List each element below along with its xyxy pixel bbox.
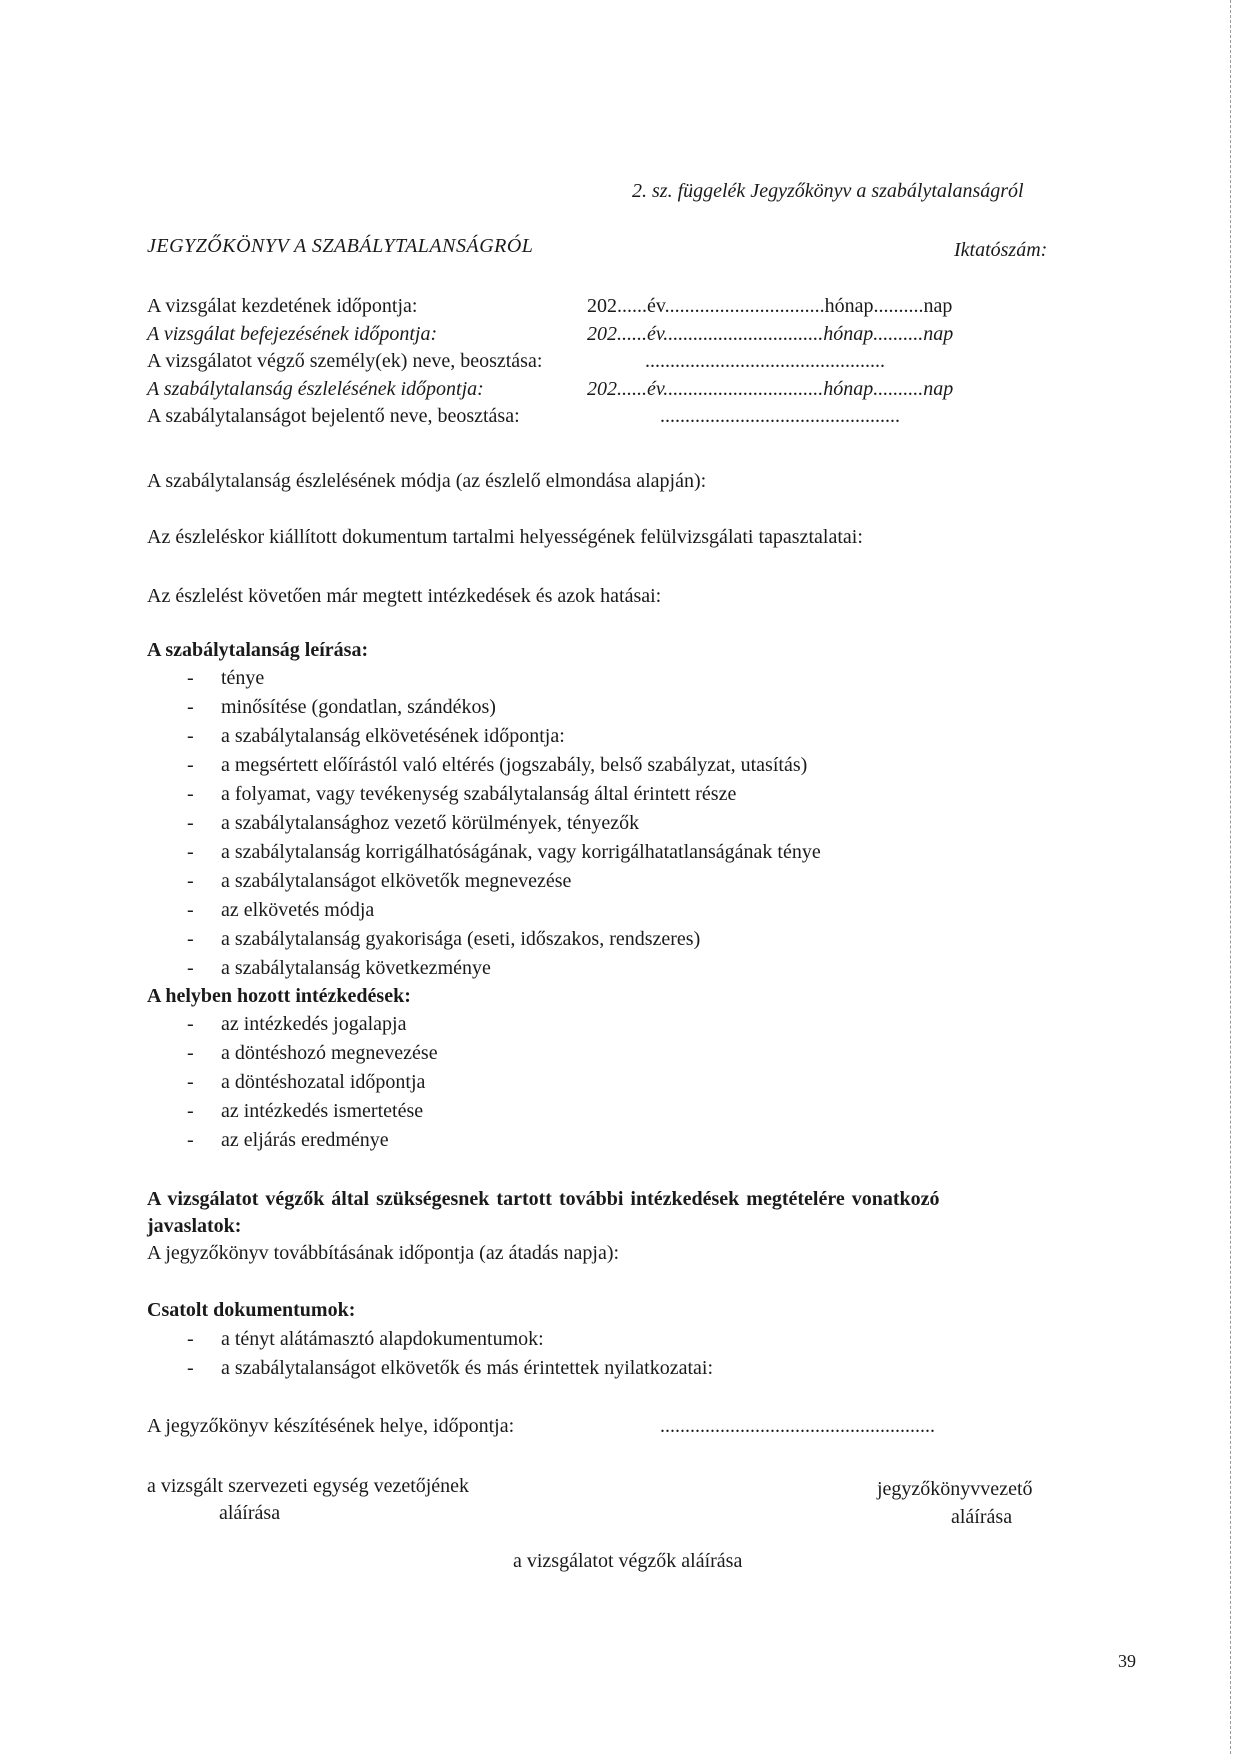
- field-label-inspectors: A vizsgálatot végző személy(ek) neve, beosztása:: [147, 350, 543, 372]
- forwarding-date: A jegyzőkönyv továbbításának időpontja (az átadás napja):: [147, 1242, 620, 1264]
- measures-taken: Az észlelést követően már megtett intézkedések és azok hatásai:: [147, 585, 662, 607]
- proposals-heading-line2: javaslatok:: [147, 1215, 242, 1237]
- field-value-inspectors: ................................................: [645, 350, 885, 372]
- place-time-value: .......................................................: [660, 1415, 935, 1437]
- field-label-reporter: A szabálytalanságot bejelentő neve, beosztása:: [147, 405, 520, 427]
- field-value-detection-date: 202......év................................hónap..........nap: [587, 378, 954, 400]
- local-measures-heading: A helyben hozott intézkedések:: [147, 985, 411, 1007]
- signature-center: a vizsgálatot végzők aláírása: [513, 1550, 743, 1572]
- field-value-end-date: 202......év................................hónap..........nap: [587, 323, 954, 345]
- attachments-heading: Csatolt dokumentumok:: [147, 1299, 356, 1321]
- document-title: JEGYZŐKÖNYV A SZABÁLYTALANSÁGRÓL: [147, 235, 534, 257]
- field-label-detection-date: A szabálytalanság észlelésének időpontja:: [147, 378, 484, 400]
- signature-right-line1: jegyzőkönyvvezető: [877, 1478, 1033, 1500]
- field-label-start-date: A vizsgálat kezdetének időpontja:: [147, 295, 418, 317]
- place-time-label: A jegyzőkönyv készítésének helye, időpontja:: [147, 1415, 515, 1437]
- signature-right-line2: aláírása: [951, 1506, 1013, 1528]
- field-label-end-date: A vizsgálat befejezésének időpontja:: [147, 323, 438, 345]
- signature-left-line2: aláírása: [219, 1502, 281, 1524]
- iktatoszam-label: Iktatószám:: [954, 239, 1048, 261]
- document-review: Az észleléskor kiállított dokumentum tartalmi helyességének felülvizsgálati tapasztalatai:: [147, 526, 863, 548]
- proposals-heading-line1: A vizsgálatot végzők által szükségesnek tartott további intézkedések megtételére vonatkozó: [147, 1188, 940, 1210]
- scan-edge-line: [1230, 0, 1231, 1754]
- description-heading: A szabálytalanság leírása:: [147, 639, 369, 661]
- appendix-title: 2. sz. függelék Jegyzőkönyv a szabálytalanságról: [632, 180, 1024, 202]
- field-value-reporter: ................................................: [660, 405, 900, 427]
- detection-method: A szabálytalanság észlelésének módja (az észlelő elmondása alapján):: [147, 470, 707, 492]
- page-number: 39: [1118, 1651, 1136, 1671]
- field-value-start-date: 202......év................................hónap..........nap: [587, 295, 953, 317]
- signature-left-line1: a vizsgált szervezeti egység vezetőjének: [147, 1475, 470, 1497]
